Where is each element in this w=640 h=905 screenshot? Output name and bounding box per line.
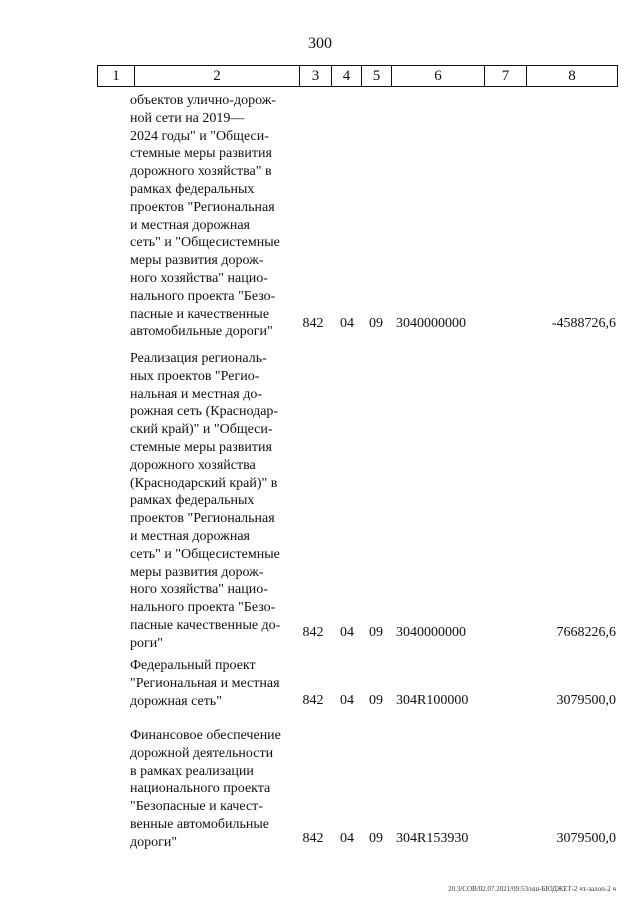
row-code-col6: 304R153930 bbox=[396, 831, 469, 846]
row-code-col3: 842 bbox=[302, 625, 324, 640]
table-row bbox=[0, 727, 640, 857]
row-code-col4: 04 bbox=[340, 831, 354, 846]
row-description: Реализация региональ- ных проектов "Регио- нальная и местная до- рожная сеть (Краснодар- ский край)" и "Общеси- стемные меры развития дорожного хозяйства (Краснодарский край)" в рамках федеральных проектов "Региональная и местная дорожная сеть" и "Общесистемные меры развития дорож- ного хозяйства" нацио- нального проекта "Безо- пасные качественные до- роги" bbox=[130, 351, 281, 651]
row-code-col4: 04 bbox=[340, 693, 354, 708]
column-header-5: 5 bbox=[362, 66, 392, 87]
row-code-col5: 09 bbox=[369, 693, 383, 708]
row-amount: 7668226,6 bbox=[556, 625, 616, 640]
column-header-4: 4 bbox=[332, 66, 362, 87]
column-header-1: 1 bbox=[98, 66, 135, 87]
row-code-col6: 3040000000 bbox=[396, 625, 466, 640]
document-footer-code: 20.3/СОВ/02.07.2021/09:53/нш-БЮДЖЕТ-2 чт-залоп-2 ч bbox=[448, 885, 616, 893]
row-description: объектов улично-дорож- ной сети на 2019— 2024 годы" и "Общеси- стемные меры развития дорожного хозяйства" в рамках федеральных проектов "Региональная и местная дорожная сеть" и "Общесистемные меры развития дорож- ного хозяйства" нацио- нального проекта "Безо- пасные и качественные автомобильные дороги" bbox=[130, 93, 280, 340]
column-header-7: 7 bbox=[485, 66, 527, 87]
table-row bbox=[0, 92, 640, 342]
column-header-2: 2 bbox=[135, 66, 300, 87]
column-header-table bbox=[97, 65, 618, 87]
row-code-col6: 3040000000 bbox=[396, 316, 466, 331]
row-description: Финансовое обеспечение дорожной деятельности в рамках реализации национального проекта "Безопасные и качест- венные автомобильные дороги" bbox=[130, 728, 281, 850]
row-amount: 3079500,0 bbox=[556, 831, 616, 846]
row-description: Федеральный проект "Региональная и местная дорожная сеть" bbox=[130, 658, 280, 709]
row-code-col4: 04 bbox=[340, 625, 354, 640]
column-header-6: 6 bbox=[392, 66, 485, 87]
row-amount: -4588726,6 bbox=[551, 316, 616, 331]
row-code-col3: 842 bbox=[302, 831, 324, 846]
row-code-col5: 09 bbox=[369, 625, 383, 640]
row-code-col5: 09 bbox=[369, 831, 383, 846]
column-header-3: 3 bbox=[300, 66, 332, 87]
page-number: 300 bbox=[308, 35, 332, 52]
column-header-8: 8 bbox=[527, 66, 618, 87]
table-row bbox=[0, 657, 640, 717]
row-code-col3: 842 bbox=[302, 316, 324, 331]
row-amount: 3079500,0 bbox=[556, 693, 616, 708]
row-code-col3: 842 bbox=[302, 693, 324, 708]
row-code-col5: 09 bbox=[369, 316, 383, 331]
table-row bbox=[0, 350, 640, 650]
row-code-col6: 304R100000 bbox=[396, 693, 469, 708]
row-code-col4: 04 bbox=[340, 316, 354, 331]
